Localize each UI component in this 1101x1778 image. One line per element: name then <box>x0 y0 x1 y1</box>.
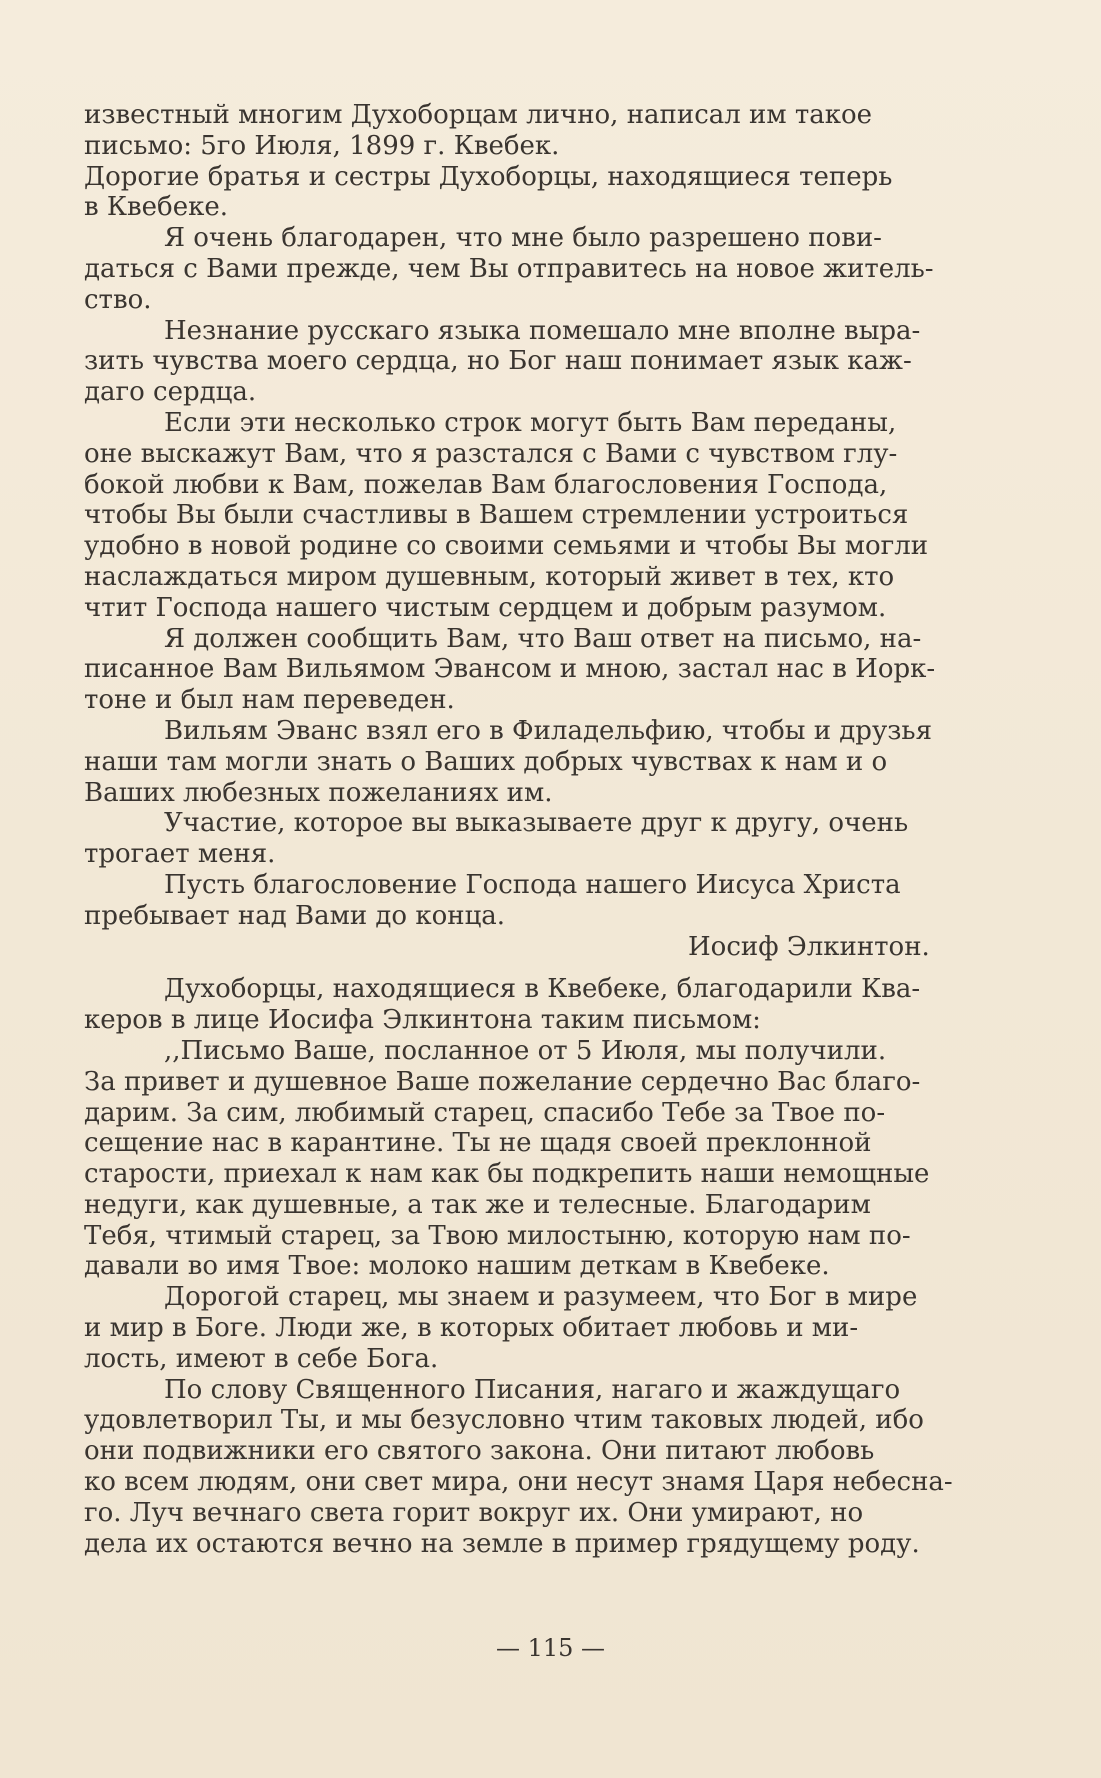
body-text <box>84 100 1004 1559</box>
text-line: керов в лице Иосифа Элкинтона таким письмом: <box>84 1005 761 1036</box>
text-line: лость, имеют в себе Бога. <box>84 1343 439 1374</box>
text-line: ство. <box>84 284 152 315</box>
text-line: чтит Господа нашего чистым сердцем и добрым разумом. <box>84 592 887 623</box>
text-line: Участие, которое вы выказываете друг к другу, очень <box>164 808 909 839</box>
page-number: — 115 — <box>495 1634 606 1662</box>
text-line: сещение нас в карантине. Ты не щадя своей преклонной <box>84 1128 872 1159</box>
text-line: зить чувства моего сердца, но Бог наш понимает язык каж- <box>84 346 912 377</box>
text-line: удовлетворил Ты, и мы безусловно чтим таковых людей, ибо <box>84 1405 924 1436</box>
text-line: По слову Священного Писания, нагаго и жаждущаго <box>164 1374 901 1405</box>
text-line: трогает меня. <box>84 839 276 870</box>
text-line: дела их остаются вечно на земле в пример грядущему роду. <box>84 1528 920 1559</box>
text-line: ко всем людям, они свет мира, они несут знамя Царя небесна- <box>84 1467 953 1498</box>
text-line: старости, приехал к нам как бы подкрепить наши немощные <box>84 1159 930 1190</box>
text-line: пребывает над Вами до конца. <box>84 900 506 931</box>
text-line: Духоборцы, находящиеся в Квебеке, благодарили Ква- <box>164 974 921 1005</box>
text-line: наши там могли знать о Ваших добрых чувствах к нам и о <box>84 746 888 777</box>
text-line: Ваших любезных пожеланиях им. <box>84 777 553 808</box>
text-line: удобно в новой родине со своими семьями и чтобы Вы могли <box>84 531 929 562</box>
text-line: Вильям Эванс взял его в Филадельфию, чтобы и друзья <box>164 715 932 746</box>
text-line: Я очень благодарен, что мне было разрешено пови- <box>164 223 882 254</box>
text-line: письмо: 5го Июля, 1899 г. Квебек. <box>84 130 560 161</box>
text-line: писанное Вам Вильямом Эвансом и мною, застал нас в Иорк- <box>84 654 936 685</box>
text-line: Если эти несколько строк могут быть Вам переданы, <box>164 407 897 438</box>
text-line: и мир в Боге. Люди же, в которых обитает любовь и ми- <box>84 1313 859 1344</box>
text-line: в Квебеке. <box>84 192 228 223</box>
text-line: оне выскажут Вам, что я разстался с Вами с чувством глу- <box>84 438 898 469</box>
text-line: даться с Вами прежде, чем Вы отправитесь на новое житель- <box>84 253 934 284</box>
text-line: Тебя, чтимый старец, за Твою милостыню, которую нам по- <box>84 1220 911 1251</box>
text-line: бокой любви к Вам, пожелав Вам благословения Господа, <box>84 469 888 500</box>
text-line: Я должен сообщить Вам, что Ваш ответ на письмо, на- <box>164 623 922 654</box>
text-line: Пусть благословение Господа нашего Иисуса Христа <box>164 869 901 900</box>
text-line: дарим. За сим, любимый старец, спасибо Тебе за Твое по- <box>84 1097 886 1128</box>
paragraph-gap <box>84 962 1004 974</box>
text-line: Незнание русскаго языка помешало мне вполне выра- <box>164 315 921 346</box>
text-line: Дорогой старец, мы знаем и разумеем, что Бог в мире <box>164 1282 918 1313</box>
text-line: го. Луч вечнаго света горит вокруг их. Они умирают, но <box>84 1497 864 1528</box>
text-line: Дорогие братья и сестры Духоборцы, находящиеся теперь <box>84 161 893 192</box>
text-line: они подвижники его святого закона. Они питают любовь <box>84 1436 875 1467</box>
text-line: тоне и был нам переведен. <box>84 685 455 716</box>
text-line: недуги, как душевные, а так же и телесные. Благодарим <box>84 1189 871 1220</box>
text-line: ,,Письмо Ваше, посланное от 5 Июля, мы получили. <box>164 1035 887 1066</box>
text-line: наслаждаться миром душевным, который живет в тех, кто <box>84 561 895 592</box>
signature-line: Иосиф Элкинтон. <box>688 931 930 962</box>
text-line: За привет и душевное Ваше пожелание сердечно Вас благо- <box>84 1066 921 1097</box>
text-line: давали во имя Твое: молоко нашим деткам в Квебеке. <box>84 1251 830 1282</box>
text-line: известный многим Духоборцам лично, написал им такое <box>84 100 873 130</box>
text-line: даго сердца. <box>84 377 257 408</box>
text-line: чтобы Вы были счастливы в Вашем стремлении устроиться <box>84 500 909 531</box>
